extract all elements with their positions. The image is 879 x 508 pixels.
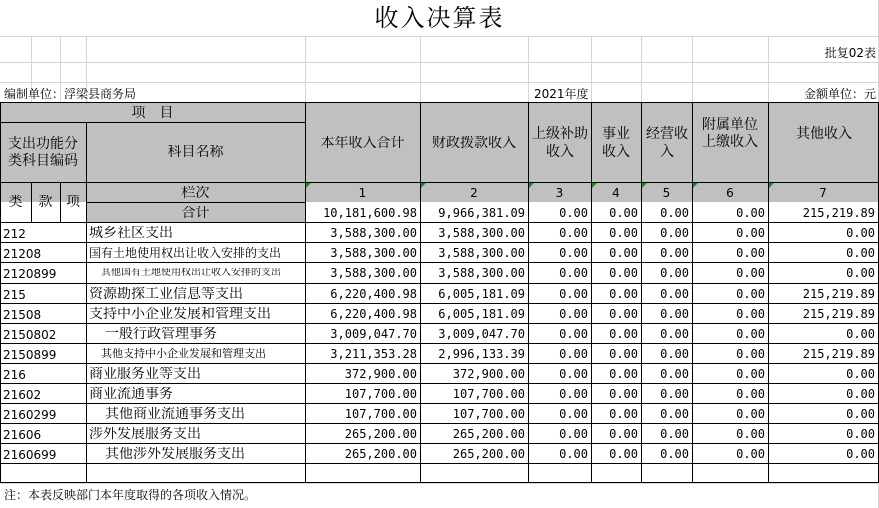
row-value[interactable]: 0.00	[736, 448, 765, 461]
row-value[interactable]: 6,005,181.09	[438, 308, 525, 321]
row-value[interactable]: 0.00	[660, 368, 689, 381]
column-number: 3	[555, 187, 564, 200]
table-border	[0, 363, 879, 364]
row-code[interactable]: 2150802	[3, 329, 57, 342]
row-value[interactable]: 0.00	[660, 408, 689, 421]
row-value[interactable]: 0.00	[736, 328, 765, 341]
row-subject-name[interactable]: 资源勘探工业信息等支出	[89, 287, 243, 302]
row-code[interactable]: 216	[3, 369, 26, 382]
cell-marker	[529, 183, 534, 188]
row-subject-name[interactable]: 国有土地使用权出让收入安排的支出	[89, 247, 282, 260]
total-value[interactable]: 9,966,381.09	[438, 207, 525, 220]
table-border	[0, 122, 305, 123]
row-subject-name[interactable]: 商业服务业等支出	[89, 367, 201, 382]
row-value[interactable]: 3,588,300.00	[330, 267, 417, 280]
row-code[interactable]: 2120899	[3, 268, 57, 281]
organization-label: 编制单位：浮梁县商务局	[4, 88, 137, 101]
header-column-index-label: 栏次	[181, 186, 210, 200]
row-value[interactable]: 215,219.89	[802, 288, 875, 301]
row-value[interactable]: 6,005,181.09	[438, 288, 525, 301]
row-value[interactable]: 265,200.00	[344, 428, 417, 441]
header-other-income: 其他收入	[796, 126, 852, 142]
row-value[interactable]: 0.00	[559, 267, 588, 280]
header-affiliate-income: 附属单位上缴收入	[702, 117, 758, 150]
page-title: 收入决算表	[374, 6, 505, 32]
cell-marker	[642, 183, 647, 188]
gridline	[0, 62, 879, 63]
row-value[interactable]: 3,588,300.00	[438, 267, 525, 280]
row-value[interactable]: 0.00	[660, 388, 689, 401]
gridline	[0, 82, 879, 83]
table-border	[0, 262, 879, 263]
row-value[interactable]: 0.00	[660, 348, 689, 361]
gridline	[692, 36, 693, 102]
row-value[interactable]: 0.00	[609, 227, 638, 240]
header-subject-name: 科目名称	[167, 145, 224, 160]
row-code[interactable]: 21602	[3, 389, 42, 402]
column-number: 6	[726, 187, 734, 200]
row-value[interactable]: 107,700.00	[452, 388, 525, 401]
row-subject-name[interactable]: 支持中小企业发展和管理支出	[89, 307, 271, 322]
column-number: 2	[470, 187, 478, 200]
row-value[interactable]: 0.00	[559, 328, 588, 341]
total-label: 合计	[181, 206, 210, 220]
total-value[interactable]: 0.00	[559, 207, 588, 220]
header-fiscal-appropriation: 财政拨款收入	[432, 136, 516, 151]
gridline	[420, 36, 421, 102]
row-value[interactable]: 0.00	[736, 368, 765, 381]
row-value[interactable]: 3,009,047.70	[330, 328, 417, 341]
cell-marker	[421, 183, 426, 188]
header-business-income: 事业收入	[602, 126, 630, 160]
header-xiang: 项	[66, 195, 80, 209]
row-value[interactable]: 107,700.00	[452, 408, 525, 421]
row-value[interactable]: 0.00	[660, 247, 689, 260]
row-value[interactable]: 0.00	[660, 428, 689, 441]
table-border	[86, 202, 305, 203]
row-value[interactable]: 0.00	[559, 348, 588, 361]
row-subject-name[interactable]: 其他商业流通事务支出	[105, 407, 245, 422]
row-value[interactable]: 0.00	[609, 388, 638, 401]
row-value[interactable]: 0.00	[559, 448, 588, 461]
row-value[interactable]: 0.00	[559, 247, 588, 260]
row-value[interactable]: 0.00	[559, 388, 588, 401]
row-code[interactable]: 21208	[3, 248, 42, 261]
row-value[interactable]: 0.00	[609, 348, 638, 361]
header-operating-income: 经营收入	[646, 126, 688, 160]
row-value[interactable]: 0.00	[609, 428, 638, 441]
header-lei: 类	[8, 195, 23, 209]
row-value[interactable]: 0.00	[846, 267, 875, 280]
row-value[interactable]: 0.00	[660, 288, 689, 301]
row-value[interactable]: 372,900.00	[344, 368, 417, 381]
row-value[interactable]: 0.00	[609, 408, 638, 421]
table-border	[0, 283, 879, 284]
row-value[interactable]: 0.00	[609, 448, 638, 461]
table-border	[86, 122, 87, 483]
column-number: 4	[612, 187, 620, 200]
row-value[interactable]: 0.00	[736, 308, 765, 321]
row-value[interactable]: 215,219.89	[802, 348, 875, 361]
row-subject-name[interactable]: 一般行政管理事务	[105, 327, 217, 342]
row-value[interactable]: 0.00	[736, 288, 765, 301]
row-value[interactable]: 3,588,300.00	[330, 227, 417, 240]
row-subject-name[interactable]: 其他国有土地使用权出让收入安排的支出	[101, 268, 281, 278]
table-border	[0, 102, 1, 483]
row-value[interactable]: 0.00	[846, 328, 875, 341]
row-value[interactable]: 0.00	[660, 267, 689, 280]
row-value[interactable]: 0.00	[559, 408, 588, 421]
row-value[interactable]: 0.00	[736, 267, 765, 280]
row-value[interactable]: 0.00	[660, 308, 689, 321]
row-value[interactable]: 0.00	[846, 428, 875, 441]
total-value[interactable]: 0.00	[609, 207, 638, 220]
header-function-code: 支出功能分类科目编码	[8, 136, 78, 169]
row-code[interactable]: 215	[3, 289, 26, 302]
row-value[interactable]: 265,200.00	[452, 448, 525, 461]
gridline	[641, 36, 642, 102]
row-value[interactable]: 3,009,047.70	[438, 328, 525, 341]
cell-marker	[693, 183, 698, 188]
row-value[interactable]: 0.00	[609, 308, 638, 321]
row-value[interactable]: 0.00	[846, 227, 875, 240]
row-value[interactable]: 107,700.00	[344, 408, 417, 421]
row-subject-name[interactable]: 城乡社区支出	[89, 226, 173, 241]
gridline	[528, 36, 529, 102]
header-kuan: 款	[38, 195, 53, 209]
column-number: 5	[662, 187, 671, 200]
row-value[interactable]: 0.00	[846, 388, 875, 401]
row-value[interactable]: 0.00	[609, 247, 638, 260]
row-value[interactable]: 6,220,400.98	[330, 308, 417, 321]
row-value[interactable]: 215,219.89	[802, 308, 875, 321]
gridline	[305, 36, 306, 102]
row-value[interactable]: 0.00	[559, 288, 588, 301]
row-value[interactable]: 265,200.00	[452, 428, 525, 441]
cell-marker	[592, 183, 597, 188]
row-value[interactable]: 107,700.00	[344, 388, 417, 401]
table-border	[0, 403, 879, 404]
table-border	[0, 222, 879, 223]
table-border	[0, 482, 879, 483]
row-value[interactable]: 3,588,300.00	[438, 247, 525, 260]
row-value[interactable]: 0.00	[736, 348, 765, 361]
table-border	[0, 343, 879, 344]
row-value[interactable]: 0.00	[660, 448, 689, 461]
table-border	[0, 242, 879, 243]
row-value[interactable]: 3,211,353.28	[330, 348, 417, 361]
row-value[interactable]: 0.00	[559, 227, 588, 240]
row-value[interactable]: 0.00	[559, 308, 588, 321]
row-value[interactable]: 265,200.00	[344, 448, 417, 461]
column-number: 7	[819, 187, 827, 200]
row-subject-name[interactable]: 商业流通事务	[89, 387, 173, 402]
row-value[interactable]: 0.00	[609, 328, 638, 341]
row-value[interactable]: 0.00	[846, 448, 875, 461]
row-value[interactable]: 2,996,133.39	[438, 348, 525, 361]
table-border	[0, 463, 879, 464]
table-border	[0, 383, 879, 384]
table-border	[0, 303, 879, 304]
row-code[interactable]: 2160699	[3, 449, 57, 462]
row-code[interactable]: 21606	[3, 429, 42, 442]
row-value[interactable]: 0.00	[736, 428, 765, 441]
row-value[interactable]: 3,588,300.00	[330, 247, 417, 260]
row-value[interactable]: 0.00	[559, 368, 588, 381]
gridline	[0, 36, 879, 37]
fiscal-year-label: 2021年度	[534, 88, 589, 101]
header-superior-subsidy: 上级补助收入	[532, 126, 588, 160]
table-border	[0, 182, 879, 183]
header-total-income: 本年收入合计	[320, 136, 405, 151]
row-subject-name[interactable]: 其他涉外发展服务支出	[105, 447, 245, 462]
row-value[interactable]: 3,588,300.00	[438, 227, 525, 240]
table-border	[0, 102, 879, 103]
row-code[interactable]: 2160299	[3, 409, 57, 422]
row-value[interactable]: 0.00	[736, 227, 765, 240]
row-value[interactable]: 0.00	[736, 408, 765, 421]
column-number: 1	[358, 187, 367, 200]
row-value[interactable]: 0.00	[559, 428, 588, 441]
row-subject-name[interactable]: 其他支持中小企业发展和管理支出	[101, 348, 266, 360]
table-border	[0, 423, 879, 424]
row-subject-name[interactable]: 涉外发展服务支出	[89, 427, 201, 442]
footnote: 注：本表反映部门本年度取得的各项收入情况。	[4, 489, 257, 502]
row-value[interactable]: 0.00	[846, 408, 875, 421]
cell-marker	[306, 183, 311, 188]
gridline	[0, 483, 879, 484]
currency-unit-label: 金额单位：元	[803, 88, 876, 101]
row-value[interactable]: 0.00	[736, 388, 765, 401]
row-value[interactable]: 0.00	[846, 247, 875, 260]
row-code[interactable]: 21508	[3, 309, 42, 322]
header-project: 项 目	[131, 106, 174, 120]
total-value[interactable]: 10,181,600.98	[323, 207, 417, 220]
row-value[interactable]: 6,220,400.98	[330, 288, 417, 301]
cell-marker	[769, 183, 774, 188]
row-value[interactable]: 0.00	[846, 368, 875, 381]
row-code[interactable]: 212	[3, 228, 26, 241]
total-value[interactable]: 0.00	[660, 207, 689, 220]
row-value[interactable]: 0.00	[609, 288, 638, 301]
row-value[interactable]: 372,900.00	[452, 368, 525, 381]
row-value[interactable]: 0.00	[660, 328, 689, 341]
row-value[interactable]: 0.00	[736, 247, 765, 260]
total-value[interactable]: 0.00	[736, 207, 765, 220]
row-value[interactable]: 0.00	[609, 368, 638, 381]
row-value[interactable]: 0.00	[609, 267, 638, 280]
table-border	[0, 443, 879, 444]
table-border	[0, 323, 879, 324]
total-value[interactable]: 215,219.89	[802, 207, 875, 220]
row-code[interactable]: 2150899	[3, 349, 57, 362]
form-code: 批复02表	[824, 47, 876, 60]
row-value[interactable]: 0.00	[660, 227, 689, 240]
